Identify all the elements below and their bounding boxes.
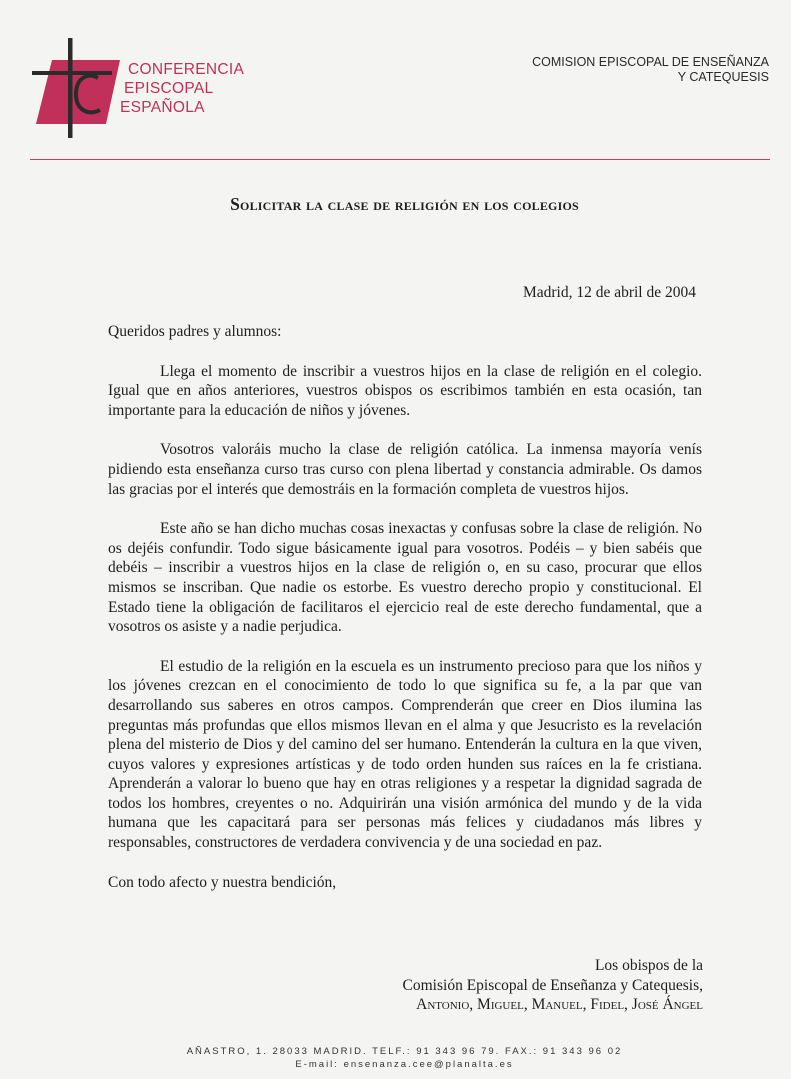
signature-block [283,956,703,1015]
commission-header [469,55,769,85]
paragraph-4: El estudio de la religión en la escuela es un instrumento precioso para que los niños y los jóvenes crezcan en el conocimiento de todo lo que significa su fe, a la par que van desarrollando sus saberes en otros campos. Comprenderán que creer en Dios ilumina las preguntas más profundas que ellos mismos llevan en el alma y que Jesucristo es la revelación plena del misterio de Dios y del camino del ser humano. Entenderán la cultura en la que viven, cuyos valores y expresiones artísticas y de todo orden hunden sus raíces en la fe cristiana. Aprenderán a valorar lo bueno que hay en otras religiones y a respetar la dignidad sagrada de todos los hombres, creyentes o no. Adquirirán una visión armónica del mundo y de la vida humana que les capacitará para ser personas más felices y ciudadanos más libres y responsables, constructores de verdadera convivencia y de una sociedad en paz. [108,657,702,852]
paragraph-1: Llega el momento de inscribir a vuestros hijos en la clase de religión en el colegio. Igual que en años anteriores, vuestros obispos os escribimos también en esta ocasión, tan importante para la educación de niños y jóvenes. [108,362,702,419]
signatory-names: Antonio, Miguel, Manuel, Fidel, José Ángel [416,996,703,1014]
logo-line-1: CONFERENCIA [128,61,245,78]
conference-logo [32,38,262,138]
signature-line-1: Los obispos de la [594,957,703,974]
closing-line: Con todo afecto y nuestra bendición, [108,873,337,891]
footer-address: AÑASTRO, 1. 28033 MADRID. TELF.: 91 343 96 79. FAX.: 91 343 96 02 [186,1046,623,1057]
footer [0,1045,791,1071]
paragraph-3: Este año se han dicho muchas cosas inexactas y confusas sobre la clase de religión. No os dejéis confundir. Todo sigue básicamente igual para vosotros. Podéis – y bien sabéis que debéis – inscribir a vuestros hijos en la clase de religión o, en su caso, procurar que ellos mismos se inscriban. Que nadie os estorbe. Es vuestro derecho propio y constitucional. El Estado tiene la obligación de facilitaros el ejercicio real de este derecho fundamental, que a vosotros os asiste y a nadie perjudica. [108,520,702,636]
letter-date: Madrid, 12 de abril de 2004 [522,284,696,301]
commission-line-2: Y CATEQUESIS [677,70,769,84]
logo-text [120,60,245,117]
paragraph-2: Vosotros valoráis mucho la clase de religión católica. La inmensa mayoría venís pidiendo esta enseñanza curso tras curso con plena libertad y constancia admirable. Os damos las gracias por el interés que demostráis en la formación completa de vuestros hijos. [108,441,702,498]
logo-line-2: EPISCOPAL [124,80,214,97]
logo-line-3: ESPAÑOLA [120,99,205,116]
salutation: Queridos padres y alumnos: [108,323,282,340]
header-divider [30,159,770,160]
commission-line-1: COMISION EPISCOPAL DE ENSEÑANZA [532,55,769,69]
document-title: Solicitar la clase de religión en los colegios [230,194,579,214]
footer-email: E-mail: ensenanza.cee@planalta.es [295,1059,514,1070]
letter-body [108,322,702,892]
signature-line-2: Comisión Episcopal de Enseñanza y Catequesis, [402,976,703,994]
